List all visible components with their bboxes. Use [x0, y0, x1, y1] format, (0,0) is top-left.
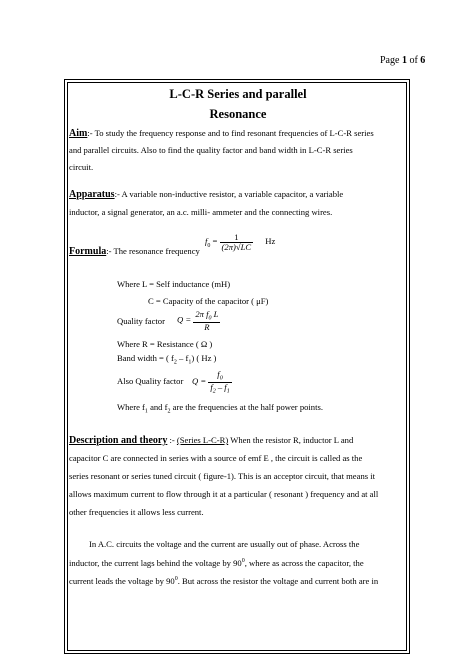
q-num-a: 2π f [195, 309, 209, 319]
bw-sub1: 1 [188, 359, 192, 366]
qalt-den-a: f [210, 381, 213, 392]
q-denominator: R [204, 321, 210, 332]
ac-line2 [69, 558, 402, 567]
resonance-frequency-equation: $f_0$ = $\frac{1}{(2\pi)√LC}$ Hz [205, 232, 276, 252]
f0-denominator [220, 243, 254, 252]
wf-sub2: 2 [167, 408, 171, 415]
aim-line2: and parallel circuits. Also to find the quality factor and band width in L-C-R series [69, 145, 353, 155]
apparatus-text-1: :- A variable non-inductive resistor, a variable capacitor, a variable [114, 189, 344, 199]
page-total: 6 [420, 55, 426, 66]
ac-line1: In A.C. circuits the voltage and the current are usually out of phase. Across the [89, 539, 360, 549]
apparatus-line1 [69, 190, 402, 200]
qalt-num-a: f [217, 369, 220, 379]
also-quality-factor-equation [192, 370, 232, 394]
f0-fraction [220, 233, 254, 251]
qalt-fraction [208, 370, 231, 394]
qalt-lhs: Q = [192, 376, 207, 387]
wf-c: are the frequencies at the half power points. [170, 402, 323, 412]
description-line4: allows maximum current to flow through it at a particular ( resonant ) frequency and at all [69, 489, 379, 499]
ac-l2-sup: 0 [241, 558, 245, 564]
page-current: 1 [401, 55, 407, 66]
ac-l2-b: , where as across the capacitor, the [244, 557, 364, 568]
ac-l2-a: inductor, the current lags behind the voltage by 90 [69, 557, 242, 568]
formula-heading: Formula [69, 246, 107, 257]
qalt-den-a-sub: 2 [212, 388, 216, 395]
bw-tail: ) ( Hz ) [191, 353, 217, 363]
ac-line3 [69, 576, 402, 585]
wf-sub1: 1 [144, 408, 148, 415]
description-line1 [69, 436, 402, 446]
also-quality-factor-label: Also Quality factor [117, 376, 184, 386]
ac-l3-b: . But across the resistor the voltage and current both are in [177, 575, 379, 586]
q-numerator [193, 310, 220, 323]
page-number [380, 55, 425, 66]
f0-den-body: 2π)√LC [224, 241, 252, 252]
qalt-den-b-sub: 1 [226, 388, 230, 395]
apparatus-heading: Apparatus [69, 189, 115, 200]
formula-line [69, 247, 200, 257]
description-line5: other frequencies it allows less current. [69, 507, 204, 517]
qalt-den-mid: – f [215, 381, 227, 392]
qalt-denominator [208, 383, 231, 395]
where-c: C = Capacity of the capacitor ( μF) [148, 296, 269, 306]
description-heading: Description and theory [69, 435, 168, 446]
quality-factor-label: Quality factor [117, 316, 165, 326]
page-of: of [409, 55, 418, 66]
band-width [117, 354, 216, 366]
document-frame [64, 79, 410, 654]
description-line3: series resonant or series tuned circuit ( figure-1). This is an acceptor circuit, that means it [69, 471, 376, 481]
f0-den-open: ( [221, 241, 225, 252]
bw-mid: – f [176, 353, 189, 363]
quality-factor-equation [177, 310, 220, 331]
bw-a: Band width = ( f [117, 353, 174, 363]
q-lhs: Q = [177, 314, 192, 325]
where-r: Where R = Resistance ( Ω ) [117, 339, 213, 349]
series-lcr-label: (Series L-C-R) [176, 435, 229, 445]
doc-title-line2: Resonance [209, 107, 267, 121]
description-sep: :- [167, 435, 175, 445]
aim-line1 [69, 129, 402, 139]
description-line2: capacitor C are connected in series with a source of emf E , the circuit is called as the [69, 453, 363, 463]
f0-numerator: 1 [220, 233, 254, 243]
wf-a: Where f [117, 402, 145, 412]
bw-sub2: 2 [173, 359, 177, 366]
aim-heading: Aim [69, 128, 88, 139]
where-l: Where L = Self inductance (mH) [117, 279, 231, 289]
apparatus-line2: inductor, a signal generator, an a.c. milli- ammeter and the connecting wires. [69, 207, 333, 217]
formula-intro: :- The resonance frequency [106, 246, 200, 256]
where-f1-f2 [117, 403, 323, 415]
aim-text-1: :- To study the frequency response and to find resonant frequencies of L-C-R series [87, 128, 374, 138]
aim-line3: circuit. [69, 162, 94, 172]
ac-l3-sup: 0 [174, 576, 178, 582]
ac-l3-a: current leads the voltage by 90 [69, 575, 175, 586]
f0-symbol: f [205, 236, 208, 247]
doc-title-line1: L-C-R Series and parallel [169, 87, 307, 101]
qalt-num-sub: 0 [219, 375, 223, 382]
description-text-1: When the resistor R, inductor L and [228, 435, 354, 445]
wf-b: and f [147, 402, 168, 412]
f0-sub: 0 [207, 242, 211, 249]
page-label: Page [380, 55, 400, 66]
q-num-sub: 0 [208, 315, 212, 322]
q-num-tail: L [211, 309, 219, 319]
unit-hz: Hz [265, 236, 276, 247]
q-fraction [193, 310, 220, 331]
